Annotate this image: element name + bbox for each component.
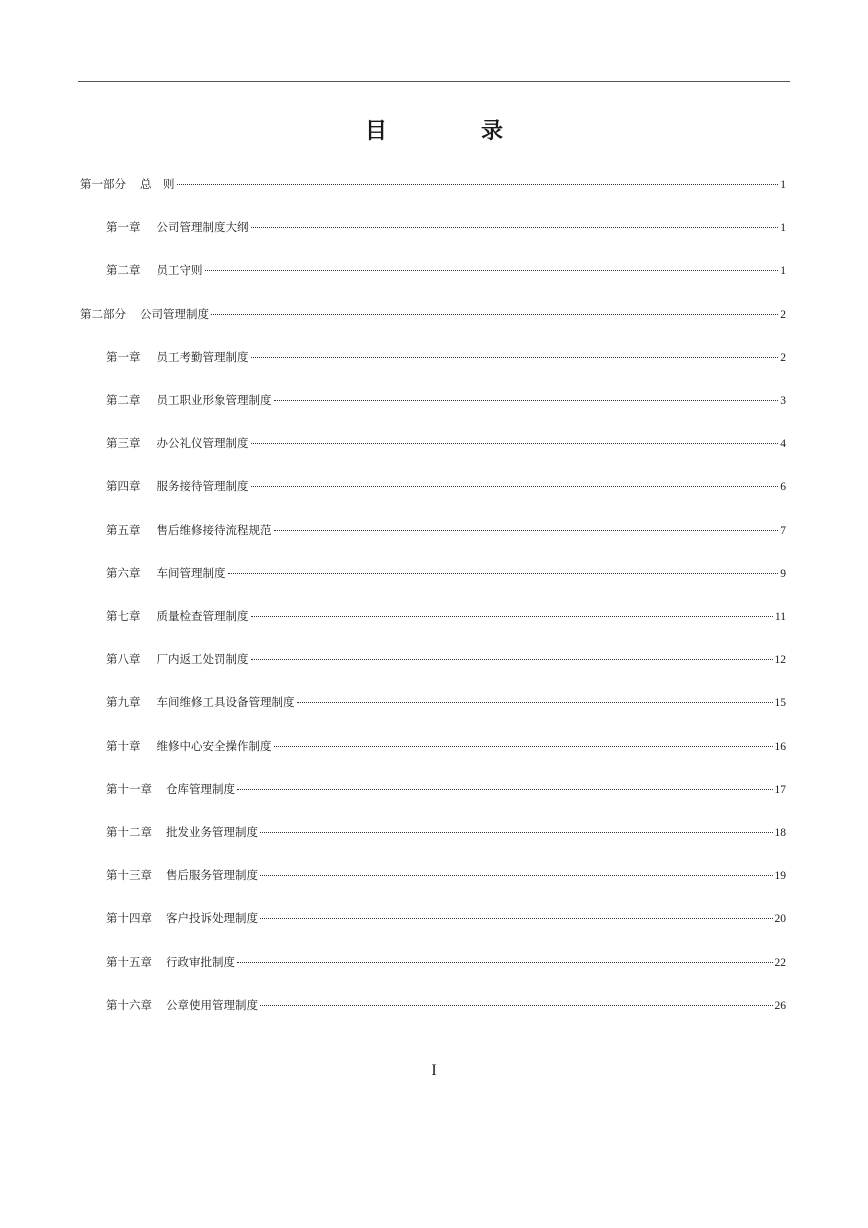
toc-entry-title: 公司管理制度 [140,307,209,321]
toc-dot-leader [251,486,779,487]
toc-entry-page: 3 [780,395,786,407]
toc-entry-page: 20 [774,913,786,925]
toc-entry-title: 售后服务管理制度 [166,868,258,882]
toc-chapter-entry[interactable] [106,392,786,408]
toc-dot-leader [251,616,773,617]
toc-entry-title: 公章使用管理制度 [166,998,258,1012]
toc-entry-number: 第三章 [106,436,141,450]
toc-chapter-entry[interactable] [106,219,786,235]
toc-entry-page: 16 [774,741,786,753]
toc-entry-label [106,781,235,797]
toc-entry-number: 第七章 [106,609,141,623]
page-number: I [431,1062,437,1079]
toc-chapter-entry[interactable] [106,608,786,624]
toc-entry-page: 11 [774,611,786,623]
toc-entry-title: 客户投诉处理制度 [166,911,258,925]
toc-entry-label [106,824,258,840]
toc-entry-page: 1 [780,179,786,191]
toc-chapter-entry[interactable] [106,478,786,494]
toc-entry-number: 第一章 [106,350,141,364]
toc-dot-leader [260,875,773,876]
toc-entry-number: 第八章 [106,652,141,666]
toc-entry-page: 9 [780,568,786,580]
toc-entry-label [106,392,272,408]
toc-entry-title: 公司管理制度大纲 [156,220,249,234]
toc-dot-leader [274,746,773,747]
toc-entry-label [106,219,249,235]
toc-entry-page: 2 [780,309,786,321]
toc-entry-number: 第二章 [106,263,141,277]
toc-entry-number: 第十六章 [106,998,152,1012]
toc-chapter-entry[interactable] [106,565,786,581]
toc-dot-leader [237,962,773,963]
toc-entry-page: 1 [780,265,786,277]
toc-entry-label [106,608,249,624]
toc-dot-leader [251,443,779,444]
toc-dot-leader [274,530,779,531]
toc-entry-title: 维修中心安全操作制度 [156,739,272,753]
toc-entry-title: 厂内返工处罚制度 [156,652,249,666]
toc-entry-label [106,910,258,926]
toc-dot-leader [260,918,773,919]
toc-entry-title: 员工守则 [156,263,203,277]
toc-dot-leader [237,789,773,790]
toc-chapter-entry[interactable] [106,349,786,365]
toc-entry-title: 行政审批制度 [166,955,235,969]
toc-entry-page: 26 [774,1000,786,1012]
toc-chapter-entry[interactable] [106,824,786,840]
toc-entry-title: 车间维修工具设备管理制度 [156,695,295,709]
toc-chapter-entry[interactable] [106,910,786,926]
toc-chapter-entry[interactable] [106,954,786,970]
toc-chapter-entry[interactable] [106,867,786,883]
toc-entry-label [106,565,226,581]
toc-entry-number: 第二部分 [80,307,126,321]
toc-dot-leader [251,357,779,358]
toc-entry-title: 员工考勤管理制度 [156,350,249,364]
toc-dot-leader [251,227,779,228]
toc-entry-number: 第十二章 [106,825,152,839]
toc-entry-number: 第二章 [106,393,141,407]
toc-entry-page: 1 [780,222,786,234]
toc-chapter-entry[interactable] [106,738,786,754]
toc-entry-page: 15 [774,697,786,709]
toc-chapter-entry[interactable] [106,997,786,1013]
toc-entry-number: 第十章 [106,739,141,753]
toc-entry-page: 12 [774,654,786,666]
toc-entry-label [106,435,249,451]
toc-entry-page: 19 [774,870,786,882]
toc-entry-page: 18 [774,827,786,839]
toc-entry-title: 员工职业形象管理制度 [156,393,272,407]
toc-entry-page: 7 [780,525,786,537]
toc-dot-leader [297,702,773,703]
toc-entry-label [106,651,249,667]
toc-entry-number: 第四章 [106,479,141,493]
toc-entry-title: 办公礼仪管理制度 [156,436,249,450]
toc-entry-number: 第五章 [106,523,141,537]
toc-chapter-entry[interactable] [106,694,786,710]
toc-dot-leader [205,270,779,271]
toc-dot-leader [228,573,779,574]
toc-dot-leader [274,400,779,401]
toc-entry-page: 4 [780,438,786,450]
toc-entry-label [106,867,258,883]
toc-entry-title: 车间管理制度 [156,566,226,580]
toc-entry-number: 第十四章 [106,911,152,925]
toc-entry-number: 第九章 [106,695,141,709]
toc-chapter-entry[interactable] [106,651,786,667]
toc-entry-page: 22 [774,957,786,969]
toc-entry-label [106,738,272,754]
toc-chapter-entry[interactable] [106,522,786,538]
toc-entry-label [106,997,258,1013]
toc-entry-number: 第十三章 [106,868,152,882]
toc-entry-title: 售后维修接待流程规范 [156,523,272,537]
toc-entry-title: 批发业务管理制度 [166,825,258,839]
toc-entry-number: 第十一章 [106,782,152,796]
toc-part-entry[interactable] [80,176,786,192]
toc-entry-label [80,176,175,192]
toc-entry-label [106,694,295,710]
toc-entry-label [106,478,249,494]
toc-entry-page: 6 [780,481,786,493]
toc-entry-title: 质量检查管理制度 [156,609,249,623]
toc-entry-title: 服务接待管理制度 [156,479,249,493]
toc-dot-leader [211,314,778,315]
toc-entry-page: 17 [774,784,786,796]
toc-dot-leader [251,659,773,660]
toc-entry-label [106,262,203,278]
toc-entry-number: 第十五章 [106,955,152,969]
toc-entry-label [106,954,235,970]
toc-dot-leader [260,832,773,833]
toc-chapter-entry[interactable] [106,262,786,278]
toc-entry-title: 仓库管理制度 [166,782,235,796]
toc-entry-label [80,306,209,322]
header-rule [78,81,790,82]
toc-dot-leader [177,184,779,185]
toc-dot-leader [260,1005,773,1006]
toc-chapter-entry[interactable] [106,435,786,451]
toc-entry-number: 第六章 [106,566,141,580]
toc-entry-page: 2 [780,352,786,364]
toc-entry-title: 总 则 [140,177,175,191]
toc-entry-label [106,522,272,538]
toc-entry-number: 第一章 [106,220,141,234]
page-title: 目 录 [364,118,539,144]
toc-part-entry[interactable] [80,306,786,322]
toc-entry-label [106,349,249,365]
toc-chapter-entry[interactable] [106,781,786,797]
toc-entry-number: 第一部分 [80,177,126,191]
